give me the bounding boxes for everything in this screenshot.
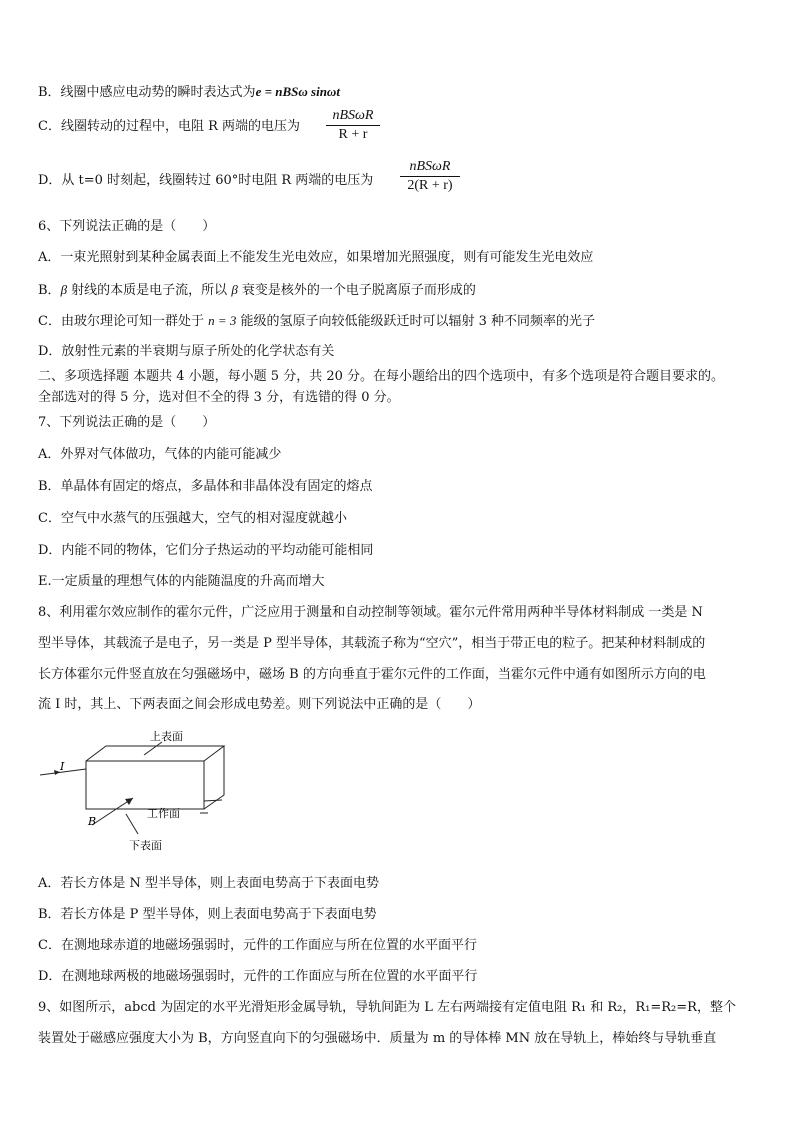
label-current: I: [60, 760, 65, 773]
beta-symbol: β: [231, 282, 238, 297]
label-b-field: B: [88, 815, 97, 828]
beta-symbol: β: [60, 282, 68, 297]
box-front-face: [86, 761, 204, 809]
q5-option-c-text: C．线圈转动的过程中，电阻 R 两端的电压为: [38, 119, 300, 134]
q6-option-b: [38, 282, 476, 299]
q5-option-c-fraction: [326, 108, 380, 143]
q9-line2: 装置处于磁感应强度大小为 B，方向竖直向下的匀强磁场中．质量为 m 的导体棒 MN 放在导轨上，棒始终与导轨垂直: [38, 1031, 717, 1046]
q8-option-d: D．在测地球两极的地磁场强弱时，元件的工作面应与所在位置的水平面平行: [38, 969, 478, 984]
b-field-arrowhead: [125, 798, 133, 805]
current-wire-right: [204, 800, 222, 801]
b-field-arrow: [92, 798, 133, 825]
fraction-denominator: 2(R + r): [407, 178, 453, 193]
section2-line1: 二、多项选择题 本题共 4 小题，每小题 5 分，共 20 分。在每小题给出的四个选项中，有多个选项是符合题目要求的。: [38, 369, 725, 384]
q7-option-c: C．空气中水蒸气的压强越大，空气的相对湿度就越小: [38, 511, 347, 526]
q8-option-c: C．在测地球赤道的地磁场强弱时，元件的工作面应与所在位置的水平面平行: [38, 938, 477, 953]
q6-stem: 6、下列说法正确的是（ ）: [38, 219, 216, 234]
q5-option-b-text: B．线圈中感应电动势的瞬时表达式为: [38, 85, 256, 100]
label-top-surface: 上表面: [150, 730, 183, 743]
top-surface-leader: [144, 742, 162, 755]
q5-option-b-formula: e = nBSω sinωt: [255, 84, 340, 99]
label-bottom-surface: 下表面: [129, 839, 162, 852]
q6-option-c-n: n = 3: [208, 313, 237, 328]
q5-option-b: [38, 84, 340, 101]
q8-option-a: A．若长方体是 N 型半导体，则上表面电势高于下表面电势: [38, 876, 380, 891]
box-top-face: [86, 746, 224, 761]
bottom-surface-leader: [126, 814, 138, 834]
q5-option-c: [38, 119, 300, 135]
q7-stem: 7、下列说法正确的是（ ）: [38, 415, 216, 430]
fraction-numerator: nBSωR: [332, 108, 374, 123]
q5-option-d-fraction: [400, 159, 460, 194]
q5-option-d-text: D．从 t=0 时刻起，线圈转过 60°时电阻 R 两端的电压为: [38, 173, 374, 188]
q6-option-c-post: 能级的氢原子向较低能级跃迁时可以辐射 3 种不同频率的光子: [236, 314, 596, 329]
q6-option-b-prefix: B．: [38, 283, 61, 298]
q8-line1: 8、利用霍尔效应制作的霍尔元件，广泛应用于测量和自动控制等领域。霍尔元件常用两种半导体材料制成 一类是 N: [38, 605, 703, 620]
fraction-denominator: R + r: [338, 127, 368, 142]
q7-option-a: A．外界对气体做功，气体的内能可能减少: [38, 447, 282, 462]
section2-line2: 全部选对的得 5 分，选对但不全的得 3 分，有选错的得 0 分。: [38, 390, 400, 405]
box-right-face: [204, 746, 224, 809]
q6-option-c-pre: C．由玻尔理论可知一群处于: [38, 314, 209, 329]
q6-option-b-mid: 射线的本质是电子流，所以: [67, 283, 232, 298]
q8-line3: 长方体霍尔元件竖直放在匀强磁场中，磁场 B 的方向垂直于霍尔元件的工作面，当霍尔元件中通有如图所示方向的电: [38, 667, 706, 682]
fraction-numerator: nBSωR: [409, 159, 451, 174]
q6-option-a: A．一束光照射到某种金属表面上不能发生光电效应，如果增加光照强度，则有可能发生光电效应: [38, 250, 594, 265]
q6-option-c: [38, 313, 595, 330]
q8-option-b: B．若长方体是 P 型半导体，则上表面电势高于下表面电势: [38, 907, 377, 922]
q7-option-d: D．内能不同的物体，它们分子热运动的平均动能可能相同: [38, 543, 374, 558]
q7-option-b: B．单晶体有固定的熔点，多晶体和非晶体没有固定的熔点: [38, 479, 373, 494]
q6-option-d: D．放射性元素的半衰期与原子所处的化学状态有关: [38, 344, 335, 359]
hall-element-figure: [30, 728, 230, 858]
q5-option-d: [38, 173, 373, 189]
q8-line4: 流 I 时，其上、下两表面之间会形成电势差。则下列说法中正确的是（ ）: [38, 697, 481, 712]
label-work-face: 工作面: [147, 807, 180, 820]
q8-line2: 型半导体，其载流子是电子，另一类是 P 型半导体，其载流子称为“空穴”，相当于带正电的粒子。把某种材料制成的: [38, 636, 706, 651]
q6-option-b-end: 衰变是核外的一个电子脱离原子而形成的: [237, 283, 476, 298]
q7-option-e: E.一定质量的理想气体的内能随温度的升高而增大: [38, 574, 325, 589]
q9-line1: 9、如图所示，abcd 为固定的水平光滑矩形金属导轨，导轨间距为 L 左右两端接有定值电阻 R₁ 和 R₂，R₁=R₂=R，整个: [38, 1000, 736, 1015]
